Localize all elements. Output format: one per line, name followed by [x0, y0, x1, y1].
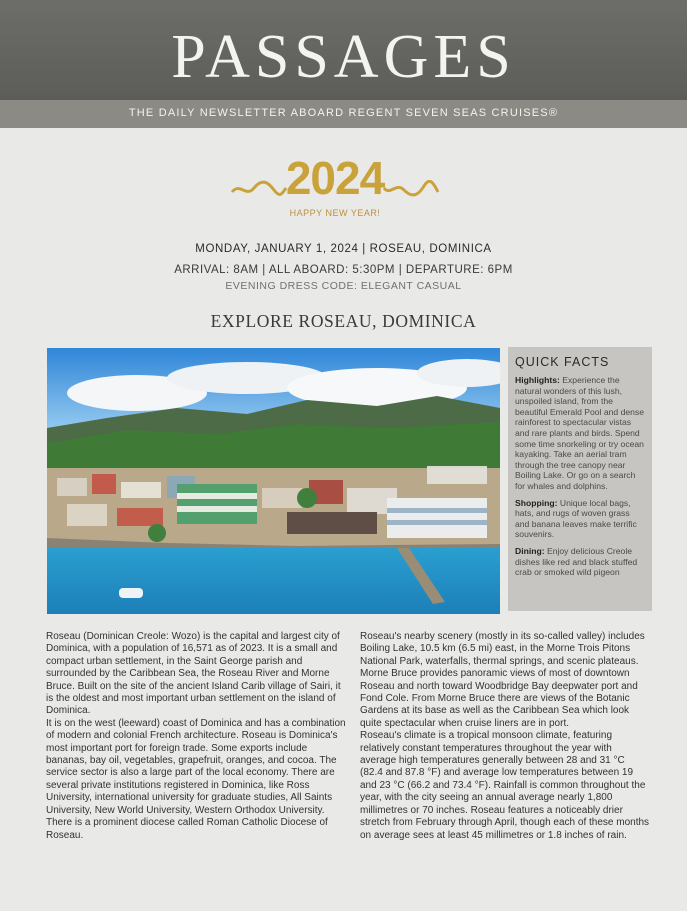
quick-facts-title: QUICK FACTS [515, 355, 610, 369]
fact-highlights [515, 375, 646, 492]
happy-new-year-text: HAPPY NEW YEAR! [289, 208, 381, 218]
article-paragraph: Roseau's nearby scenery (mostly in its so-called valley) includes Boiling Lake, 10.5 km (6.5 mi) east, in the Morne Trois Pitons National Park, waterfalls, thermal springs, and scenic plateaus. [360, 631, 645, 667]
date-location: MONDAY, JANUARY 1, 2024 | ROSEAU, DOMINICA [195, 243, 492, 255]
right-ribbon-icon [382, 180, 440, 198]
article-paragraph: It is on the west (leeward) coast of Dominica and has a combination of modern and colonial French architecture. Roseau is Dominica's most important port for foreign trade. Some exports include bananas, bay oil, vegetables, grapefruit, oranges, and cocoa. The service sector is also a large part of the local economy. There are several private institutions registered in Dominica, like Ross University, international university for graduate studies, All Saints University, New World University, Western Orthodox University. [46, 717, 346, 816]
article-paragraph: Morne Bruce provides panoramic views of most of downtown Roseau and north toward Woodbridge Bay deepwater port and Fond Cole. From Morne Bruce there are views of the Botanic Gardens at its base as well as the Caribbean Sea which look quite spectacular when cruise liners are in port. [360, 668, 638, 729]
article-left-column [46, 631, 346, 842]
fact-shopping [515, 498, 646, 540]
quick-facts-panel [508, 347, 652, 611]
harbor-photo-illustration [47, 348, 500, 614]
article-right-column [360, 631, 650, 842]
section-title: EXPLORE ROSEAU, DOMINICA [210, 311, 477, 331]
article-paragraph: There is a prominent diocese called Roman Catholic Diocese of Roseau. [46, 817, 328, 841]
article-paragraph: Roseau (Dominican Creole: Wozo) is the capital and largest city of Dominica, with a population of 16,571 as of 2023. It is a small and compact urban settlement, in the Saint George parish and surrounded by the Caribbean Sea, the Roseau River and Morne Bruce. Built on the site of the ancient Island Carib village of Sairi, it is the oldest and most important urban settlement on the island of Dominica. [46, 631, 341, 717]
fact-label: Shopping: [515, 497, 558, 508]
year-graphic: 2024 [285, 152, 385, 204]
newsletter-subtitle: THE DAILY NEWSLETTER ABOARD REGENT SEVEN SEAS CRUISES® [128, 107, 559, 119]
fact-text: Enjoy delicious Creole dishes like red and black stuffed crab or smoked wild pigeon [515, 545, 638, 578]
new-year-badge [230, 150, 440, 224]
roseau-photo [47, 348, 500, 614]
dress-code: EVENING DRESS CODE: ELEGANT CASUAL [225, 280, 462, 292]
fact-text: Experience the natural wonders of this lush, unspoiled island, from the beautiful Emerald Pool and dense rainforest to spectacular vistas and rare plants and birds. Spend some time snorkeling or try ocean kayaking. Take an aerial tram through the tree canopy near Boiling Lake. Or go on a search for whales and dolphins. [515, 375, 644, 491]
fact-dining [515, 546, 646, 578]
fact-text: Unique local bags, hats, and rugs of woven grass and banana leaves make terrific souvenirs. [515, 497, 637, 540]
fact-label: Dining: [515, 545, 545, 556]
newsletter-title: PASSAGES [171, 23, 516, 91]
article-paragraph: Roseau's climate is a tropical monsoon climate, featuring relatively constant temperatures throughout the year with average high temperatures generally between 28 and 31 °C (82.4 and 87.8 °F) and average low temperatures between 19 and 23 °C (66.2 and 73.4 °F). Rainfall is common throughout the year, with the city seeing an annual average nearly 1,800 millimetres or 70 inches. Roseau features a noticeably drier stretch from February through April, though each of these months on average sees at least 45 millimetres or 1.8 inches of rain. [360, 730, 650, 841]
fact-label: Highlights: [515, 375, 560, 385]
arrival-times: ARRIVAL: 8AM | ALL ABOARD: 5:30PM | DEPARTURE: 6PM [174, 264, 513, 276]
